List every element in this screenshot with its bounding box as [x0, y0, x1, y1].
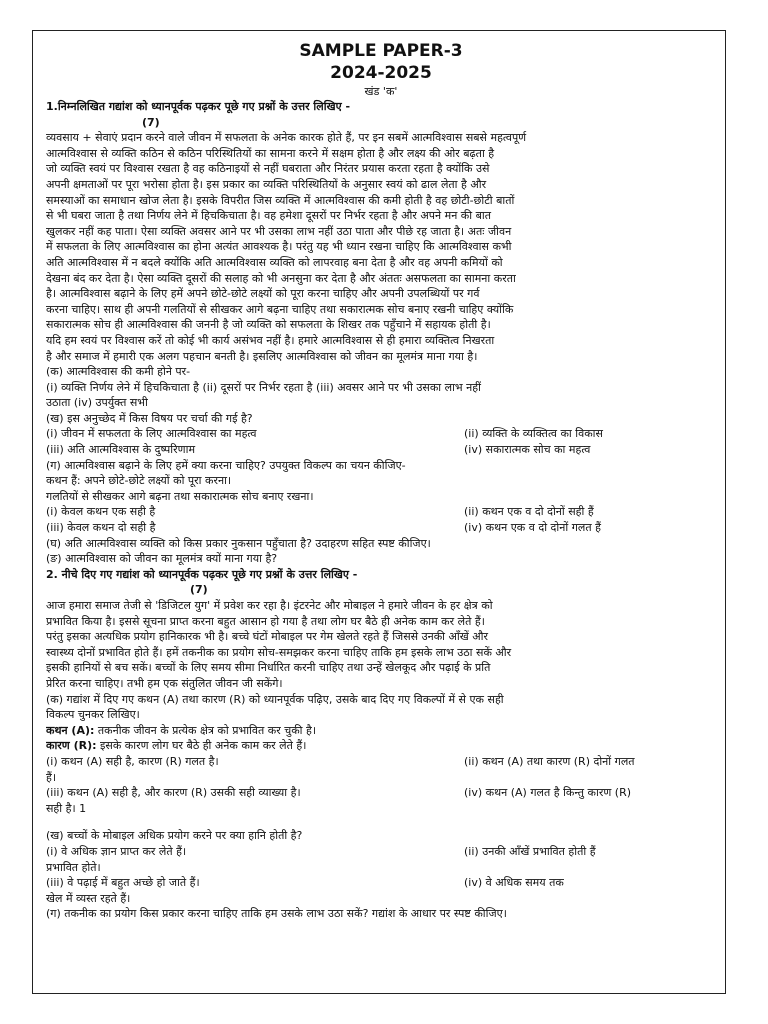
option: (iii) वे पढ़ाई में बहुत अच्छे हो जाते हैं।	[46, 876, 200, 890]
q2-prompt: 2. नीचे दिए गए गद्यांश को ध्यानपूर्वक पढ़कर पूछे गए प्रश्नों के उत्तर लिखिए -	[46, 567, 358, 581]
option	[464, 860, 716, 876]
passage-line: में सफलता के लिए आत्मविश्वास का होना अत्यंत आवश्यक है। परंतु यह भी ध्यान रखना चाहिए कि आत्मविश्वास कभी	[46, 240, 512, 254]
option: प्रभावित होते।	[46, 860, 101, 874]
passage-line: अति आत्मविश्वास में न बदले क्योंकि अति आत्मविश्वास व्यक्ति को लापरवाह बना देता है और वह अपनी कमियों को	[46, 255, 503, 269]
passage-line: प्रेरित करना चाहिए। तभी हम एक संतुलित जीवन जी सकेंगे।	[46, 676, 283, 690]
passage-line: करना चाहिए। साथ ही अपनी गलतियों से सीखकर आगे बढ़ना चाहिए तथा सकारात्मक सोच बनाए रखनी चाहिए क्योंकि	[46, 302, 514, 316]
option: (ii) कथन (A) तथा कारण (R) दोनों गलत	[464, 754, 635, 768]
q2a-assertion	[46, 723, 716, 739]
exam-paper	[46, 40, 716, 922]
passage-line: खुलकर नहीं कह पाता। ऐसा व्यक्ति अवसर आने पर भी उसका लाभ नहीं उठा पाता और पीछे रह जाता है। अतः जीवन	[46, 224, 512, 238]
option: हैं।	[46, 770, 57, 784]
q2a-question: विकल्प चुनकर लिखिए।	[46, 708, 140, 722]
q2b-options-row	[46, 891, 716, 907]
section-label: खंड 'क'	[364, 85, 398, 98]
option: (iv) कथन एक व दो दोनों गलत हैं	[464, 521, 601, 535]
q2a-options-row	[46, 770, 716, 786]
q1b-options-row	[46, 426, 716, 442]
passage-line: जो व्यक्ति स्वयं पर विश्वास रखता है वह कठिनाइयों से नहीं घबराता और निरंतर प्रयास करता रहता है क्योंकि उसे	[46, 162, 490, 176]
passage-line: आज हमारा समाज तेजी से 'डिजिटल युग' में प्रवेश कर रहा है। इंटरनेट और मोबाइल ने हमारे जीवन के हर क्षेत्र को	[46, 599, 493, 612]
q1c-options-row	[46, 520, 716, 536]
option: (i) वे अधिक ज्ञान प्राप्त कर लेते हैं।	[46, 844, 187, 858]
passage-line: स्वास्थ्य दोनों प्रभावित होते हैं। हमें तकनीक का प्रयोग सोच-समझकर करना चाहिए ताकि हम इसके लाभ उठा सकें और	[46, 645, 512, 659]
passage-line: आत्मविश्वास से व्यक्ति कठिन से कठिन परिस्थितियों का सामना करने में सक्षम होता है और लक्ष्य की ओर बढ़ता है	[46, 146, 495, 160]
passage-line: अपनी क्षमताओं पर पूरा भरोसा होता है। इस प्रकार का व्यक्ति परिस्थितियों के अनुसार स्वयं को ढाल लेता है और	[46, 177, 487, 191]
q2c-question: (ग) तकनीक का प्रयोग किस प्रकार करना चाहिए ताकि हम उसके लाभ उठा सकें? गद्यांश के आधार पर स्पष्ट कीजिए।	[46, 907, 507, 921]
q2-passage	[46, 598, 716, 692]
option	[464, 770, 716, 786]
assertion-text: तकनीक जीवन के प्रत्येक क्षेत्र को प्रभावित कर चुकी है।	[94, 723, 317, 737]
paper-year: 2024-2025	[330, 63, 432, 83]
option: (i) जीवन में सफलता के लिए आत्मविश्वास का महत्व	[46, 427, 257, 441]
option: सही है। 1	[46, 801, 87, 815]
passage-line: यदि हम स्वयं पर विश्वास करें तो कोई भी कार्य असंभव नहीं है। हमारे आत्मविश्वास से ही हमारा व्यक्तित्व निखरता	[46, 333, 495, 347]
option: खेल में व्यस्त रहते हैं।	[46, 891, 131, 905]
reason-label: कारण (R):	[46, 739, 97, 753]
passage-line: व्यवसाय + सेवाएं प्रदान करने वाले जीवन में सफलता के अनेक कारक होते हैं, पर इन सबमें आत्मविश्वास सबसे महत्वपूर्ण	[46, 131, 527, 145]
reason-text: इसके कारण लोग घर बैठे ही अनेक काम कर लेते हैं।	[96, 739, 307, 753]
option: (i) केवल कथन एक सही है	[46, 505, 156, 519]
spacer	[46, 816, 716, 828]
q1b-question: (ख) इस अनुच्छेद में किस विषय पर चर्चा की गई है?	[46, 411, 253, 425]
q1c-question: (ग) आत्मविश्वास बढ़ाने के लिए हमें क्या करना चाहिए? उपयुक्त विकल्प का चयन कीजिए-	[46, 458, 406, 472]
q2a-reason	[46, 738, 716, 754]
option: (iv) सकारात्मक सोच का महत्व	[464, 443, 591, 457]
q1c-statement: कथन हैं: अपने छोटे-छोटे लक्ष्यों को पूरा करना।	[46, 474, 232, 488]
option: (i) कथन (A) सही है, कारण (R) गलत है।	[46, 754, 219, 768]
q2a-options-row	[46, 754, 716, 770]
option: (ii) व्यक्ति के व्यक्तित्व का विकास	[464, 427, 603, 441]
assertion-label: कथन (A):	[46, 723, 95, 737]
q2b-options-row	[46, 844, 716, 860]
option: (iii) कथन (A) सही है, और कारण (R) उसकी सही व्याख्या है।	[46, 786, 301, 800]
option: (ii) कथन एक व दो दोनों सही हैं	[464, 505, 594, 519]
passage-line: देखना बंद कर देता है। ऐसा व्यक्ति दूसरों की सलाह को भी अनसुना कर देता है और अंततः असफलता का सामना करता	[46, 271, 516, 285]
q1a-question: (क) आत्मविश्वास की कमी होने पर-	[46, 365, 191, 379]
passage-line: इसकी हानियों से बच सकें। बच्चों के लिए समय सीमा निर्धारित करनी चाहिए तथा उन्हें खेलकूद और पढ़ाई के प्रति	[46, 661, 491, 675]
option	[464, 891, 716, 907]
passage-line: सकारात्मक सोच ही आत्मविश्वास की जननी है जो व्यक्ति को सफलता के शिखर तक पहुँचाने में सहायक होती है।	[46, 318, 491, 332]
option	[464, 801, 716, 817]
q2a-options-row	[46, 785, 716, 801]
option: (iv) वे अधिक समय तक	[464, 876, 564, 890]
option: (ii) उनकी आँखें प्रभावित होती हैं	[464, 844, 596, 858]
passage-line: प्रभावित किया है। इससे सूचना प्राप्त करना बहुत आसान हो गया है तथा लोग घर बैठे ही अनेक काम कर लेते हैं।	[46, 614, 485, 628]
q1d-question: (घ) अति आत्मविश्वास व्यक्ति को किस प्रकार नुकसान पहुँचाता है? उदाहरण सहित स्पष्ट कीजिए।	[46, 536, 431, 550]
q2b-question: (ख) बच्चों के मोबाइल अधिक प्रयोग करने पर क्या हानि होती है?	[46, 829, 303, 843]
q2a-question: (क) गद्यांश में दिए गए कथन (A) तथा कारण (R) को ध्यानपूर्वक पढ़िए, उसके बाद दिए गए विकल्पों में से एक सही	[46, 692, 504, 706]
q1e-question: (ङ) आत्मविश्वास को जीवन का मूलमंत्र क्यों माना गया है?	[46, 552, 278, 566]
passage-line: परंतु इसका अत्यधिक प्रयोग हानिकारक भी है। बच्चे घंटों मोबाइल पर गेम खेलते रहते हैं जिससे उनकी आँखें और	[46, 630, 489, 644]
passage-line: से भी घबरा जाता है तथा निर्णय लेने में हिचकिचाता है। वह हमेशा दूसरों पर निर्भर रहता है और अपने मन की बात	[46, 209, 492, 223]
q2b-options-row	[46, 875, 716, 891]
q2a-options-row	[46, 801, 716, 817]
q1a-options-line: (i) व्यक्ति निर्णय लेने में हिचकिचाता है (ii) दूसरों पर निर्भर रहता है (iii) अवसर आने पर भी उसका लाभ नहीं	[46, 380, 481, 394]
q1c-options-row	[46, 504, 716, 520]
option: (iv) कथन (A) गलत है किन्तु कारण (R)	[464, 786, 632, 800]
paper-title: SAMPLE PAPER-3	[299, 41, 463, 61]
passage-line: है और समाज में हमारी एक अलग पहचान बनती है। इसलिए आत्मविश्वास को जीवन का मूलमंत्र माना गया है।	[46, 349, 478, 363]
q1b-options-row	[46, 442, 716, 458]
q2-marks: (7)	[190, 583, 208, 597]
passage-line: है। आत्मविश्वास बढ़ाने के लिए हमें अपने छोटे-छोटे लक्ष्यों को पूरा करना चाहिए और अपनी उपलब्धियों पर गर्व	[46, 287, 480, 301]
passage-line: समस्याओं का समाधान खोज लेता है। इसके विपरीत जिस व्यक्ति में आत्मविश्वास की कमी होती है वह छोटी-छोटी बातों	[46, 193, 515, 207]
option: (iii) केवल कथन दो सही है	[46, 521, 156, 535]
q2b-options-row	[46, 860, 716, 876]
q1-marks: (7)	[142, 115, 160, 129]
q1-passage	[46, 130, 716, 364]
q1-prompt: 1.निम्नलिखित गद्यांश को ध्यानपूर्वक पढ़कर पूछे गए प्रश्नों के उत्तर लिखिए -	[46, 100, 351, 113]
q1a-options-line: उठाता (iv) उपर्युक्त सभी	[46, 396, 148, 410]
option: (iii) अति आत्मविश्वास के दुष्परिणाम	[46, 443, 196, 457]
q1c-statement: गलतियों से सीखकर आगे बढ़ना तथा सकारात्मक सोच बनाए रखना।	[46, 489, 314, 503]
